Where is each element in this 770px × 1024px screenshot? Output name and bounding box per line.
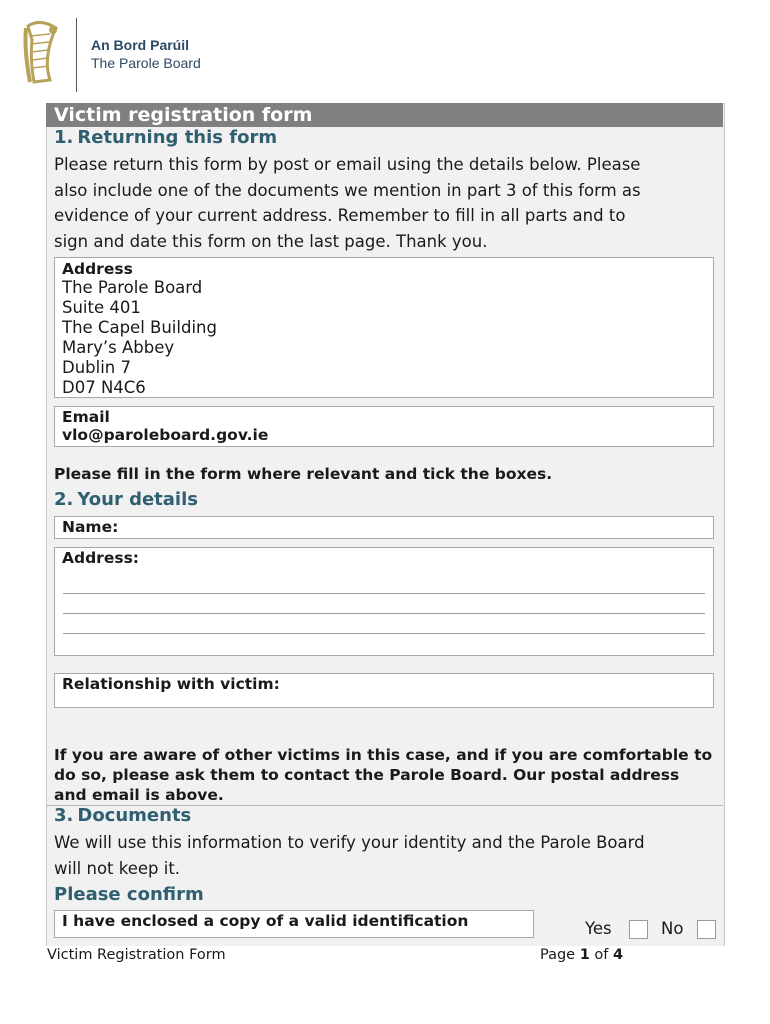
email-box	[54, 406, 714, 447]
address-label: Address	[62, 260, 133, 278]
relationship-label: Relationship with victim:	[62, 675, 280, 693]
email-label: Email	[62, 408, 110, 426]
address-line: D07 N4C6	[62, 378, 146, 397]
yes-label: Yes	[585, 919, 612, 938]
section-2-heading: 2. Your details	[54, 489, 198, 510]
address-line: Mary’s Abbey	[62, 338, 175, 357]
id-statement: I have enclosed a copy of a valid identification	[62, 912, 469, 930]
address-line: Dublin 7	[62, 358, 132, 377]
no-checkbox[interactable]	[697, 920, 716, 939]
harp-emblem-icon	[20, 20, 64, 90]
name-label: Name:	[62, 518, 119, 536]
section-3-intro: We will use this information to verify your identity and the Parole Board will not keep it.	[54, 833, 645, 878]
other-victims-note: If you are aware of other victims in this case, and if you are comfortable to do so, please ask them to contact the Parole Board. Our postal address and email is above.	[54, 746, 713, 804]
address-line: Suite 401	[62, 298, 141, 317]
section-1-intro: Please return this form by post or email using the details below. Please also include one of the documents we mention in part 3 of this form as evidence of your current address. Remember to fill in all parts and to sign and date this form on the last page. Thank you.	[54, 155, 641, 251]
id-confirm-row	[54, 910, 534, 938]
section-1-heading: 1. Returning this form	[54, 127, 278, 148]
fill-instruction: Please fill in the form where relevant and tick the boxes.	[54, 465, 553, 483]
address-field-label: Address:	[62, 549, 139, 567]
page-number: Page 1 of 4	[540, 947, 624, 963]
address-write-line	[63, 633, 705, 634]
address-line: The Capel Building	[62, 318, 217, 337]
email-value[interactable]: vlo@paroleboard.gov.ie	[62, 426, 269, 444]
name-field[interactable]	[54, 516, 714, 539]
section-3-heading: 3. Documents	[54, 805, 192, 826]
org-name-english: The Parole Board	[91, 55, 201, 71]
address-field[interactable]	[54, 547, 714, 656]
form-title: Victim registration form	[54, 104, 313, 126]
address-line: The Parole Board	[62, 278, 203, 297]
yes-checkbox[interactable]	[629, 920, 648, 939]
footer-doc-name: Victim Registration Form	[47, 947, 226, 963]
please-confirm-heading: Please confirm	[54, 884, 204, 905]
no-label: No	[661, 919, 684, 938]
relationship-field[interactable]	[54, 673, 714, 708]
address-write-line	[63, 593, 705, 594]
address-write-line	[63, 613, 705, 614]
postal-address-box	[54, 257, 714, 398]
logo-divider	[76, 18, 77, 92]
org-name-irish: An Bord Parúil	[91, 37, 190, 53]
